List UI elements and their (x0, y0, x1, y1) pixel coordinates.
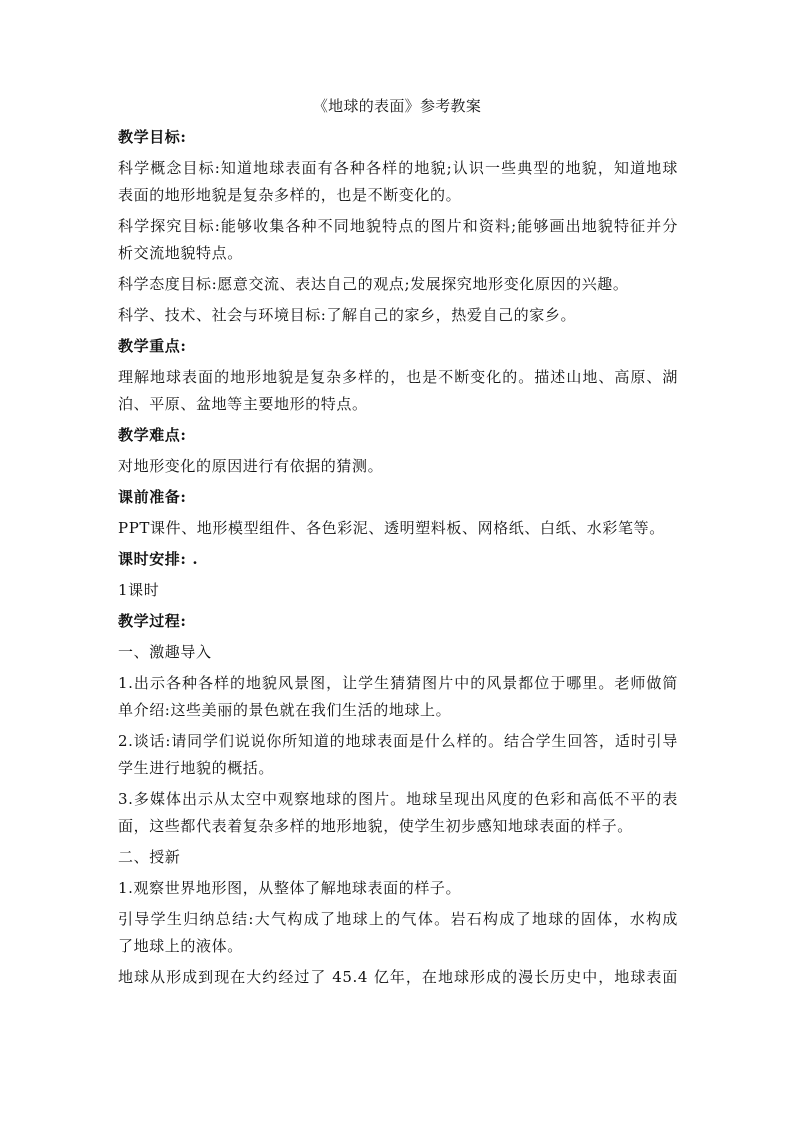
body-line: 引导学生归纳总结:大气构成了地球上的气体。岩石构成了地球的固体，水构成 (118, 910, 678, 928)
body-line: 科学、技术、社会与环境目标:了解自己的家乡，热爱自己的家乡。 (118, 306, 577, 324)
document-title: 《地球的表面》参考教案 (312, 97, 482, 115)
body-line: 理解地球表面的地形地貌是复杂多样的，也是不断变化的。描述山地、高原、湖 (118, 368, 678, 386)
section-heading: 教学目标: (118, 128, 187, 146)
section-heading: 教学难点: (118, 426, 187, 444)
body-line: PPT课件、地形模型组件、各色彩泥、透明塑料板、网格纸、白纸、水彩笔等。 (118, 519, 665, 537)
section-heading: 教学过程: (118, 612, 187, 630)
body-line: 泊、平原、盆地等主要地形的特点。 (118, 395, 368, 413)
body-line: 二、授新 (118, 848, 181, 866)
body-line: 科学态度目标:愿意交流、表达自己的观点;发展探究地形变化原因的兴趣。 (118, 275, 629, 293)
body-line: 1.出示各种各样的地貌风景图，让学生猜猜图片中的风景都位于哪里。老师做简 (118, 674, 678, 692)
body-line: 学生进行地貌的概括。 (118, 759, 275, 777)
body-line: 表面的地形地貌是复杂多样的，也是不断变化的。 (118, 186, 462, 204)
body-line: 析交流地貌特点。 (118, 244, 243, 262)
body-line: 单介绍:这些美丽的景色就在我们生活的地球上。 (118, 701, 452, 719)
section-heading: 课时安排: . (118, 550, 199, 568)
document-body (118, 124, 678, 991)
body-line: 3.多媒体出示从太空中观察地球的图片。地球呈现出风度的色彩和高低不平的表 (118, 790, 678, 808)
body-line: 科学探究目标:能够收集各种不同地貌特点的图片和资料;能够画出地貌特征并分 (118, 217, 678, 235)
body-line: 对地形变化的原因进行有依据的猜测。 (118, 457, 384, 475)
body-line: 地球从形成到现在大约经过了 45.4 亿年，在地球形成的漫长历史中，地球表面 (118, 968, 678, 986)
body-line: 一、激趣导入 (118, 643, 212, 661)
body-line: 了地球上的液体。 (118, 937, 243, 955)
section-heading: 教学重点: (118, 337, 187, 355)
body-line: 面，这些都代表着复杂多样的地形地貌，使学生初步感知地球表面的样子。 (118, 817, 633, 835)
body-line: 1课时 (118, 581, 160, 599)
section-heading: 课前准备: (118, 488, 187, 506)
body-line: 科学概念目标:知道地球表面有各种各样的地貌;认识一些典型的地貌，知道地球 (118, 159, 678, 177)
body-line: 1.观察世界地形图，从整体了解地球表面的样子。 (118, 879, 462, 897)
body-line: 2.谈话:请同学们说说你所知道的地球表面是什么样的。结合学生回答，适时引导 (118, 732, 678, 750)
